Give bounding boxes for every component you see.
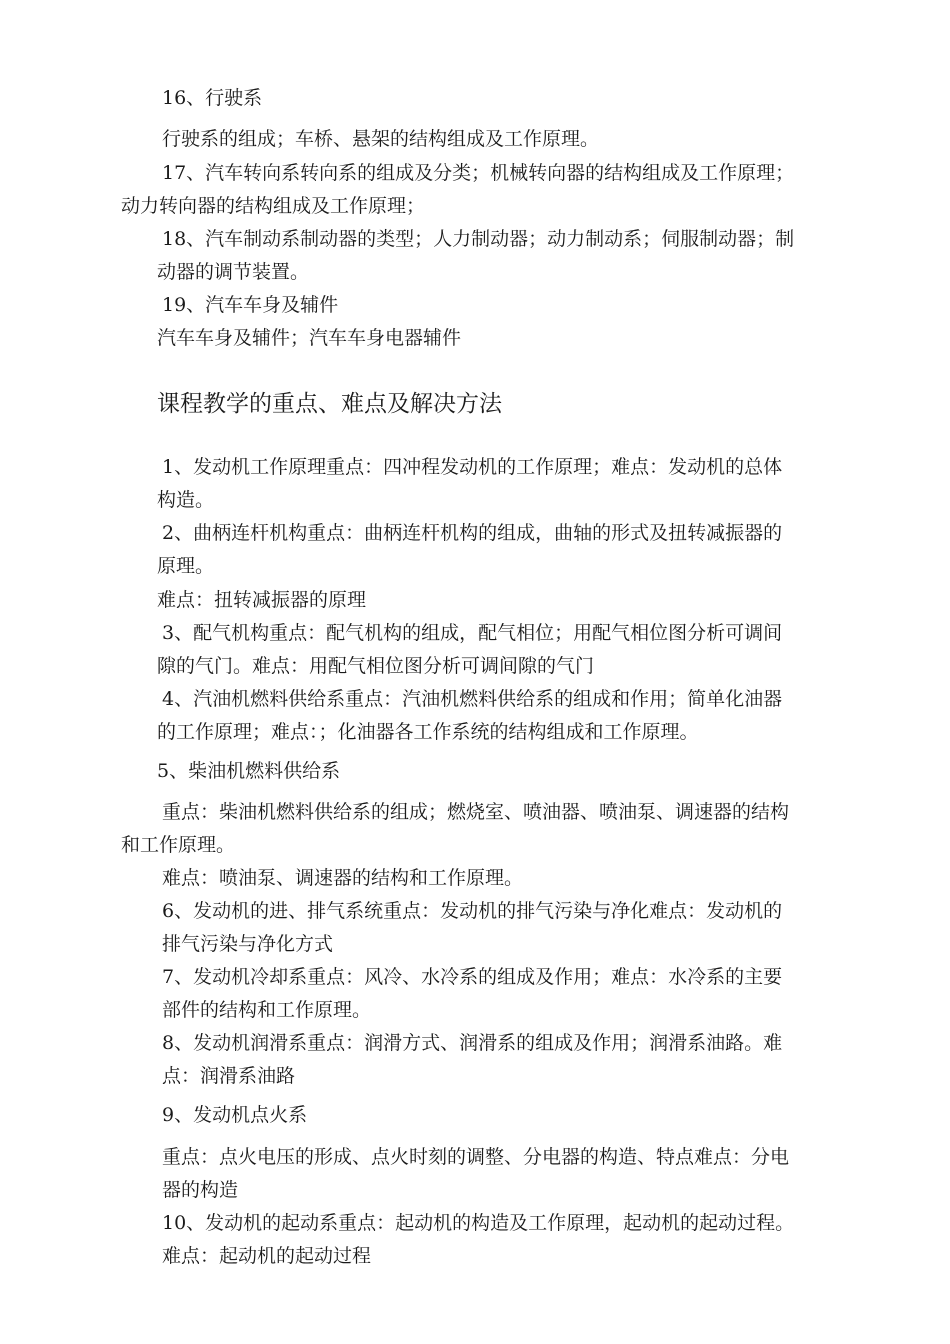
section-18-line-2: 动器的调节装置。	[157, 261, 310, 283]
point-3-line-1: 3、配气机构重点：配气机构的组成，配气相位；用配气相位图分析可调间	[162, 622, 783, 644]
point-4-line-2: 的工作原理；难点：；化油器各工作系统的结构组成和工作原理。	[157, 721, 699, 743]
section-18-line-1: 18、汽车制动系制动器的类型；人力制动器；动力制动系；伺服制动器；制	[162, 228, 795, 250]
point-10-line-1: 10、发动机的起动系重点：起动机的构造及工作原理，起动机的起动过程。	[162, 1212, 795, 1234]
point-5-title: 5、柴油机燃料供给系	[157, 760, 341, 782]
section-16-body: 行驶系的组成；车桥、悬架的结构组成及工作原理。	[162, 128, 600, 150]
point-9-line-1: 重点：点火电压的形成、点火时刻的调整、分电器的构造、特点难点：分电	[162, 1146, 790, 1168]
section-16-title: 16、行驶系	[162, 87, 263, 109]
point-8-line-1: 8、发动机润滑系重点：润滑方式、润滑系的组成及作用；润滑系油路。难	[162, 1032, 783, 1054]
point-1-line-2: 构造。	[157, 489, 215, 511]
section-17-line-1: 17、汽车转向系转向系的组成及分类；机械转向器的结构组成及工作原理；	[162, 162, 795, 184]
point-8-line-2: 点：润滑系油路	[162, 1065, 296, 1087]
point-9-line-2: 器的构造	[162, 1179, 239, 1201]
point-4-line-1: 4、汽油机燃料供给系重点：汽油机燃料供给系的组成和作用；简单化油器	[162, 688, 783, 710]
point-3-line-2: 隙的气门。难点：用配气相位图分析可调间隙的气门	[157, 655, 595, 677]
point-5-line-1: 重点：柴油机燃料供给系的组成；燃烧室、喷油器、喷油泵、调速器的结构	[162, 801, 790, 823]
point-2-line-1: 2、曲柄连杆机构重点：曲柄连杆机构的组成，曲轴的形式及扭转减振器的	[162, 522, 783, 544]
point-1-line-1: 1、发动机工作原理重点：四冲程发动机的工作原理；难点：发动机的总体	[162, 456, 783, 478]
point-5-line-2: 和工作原理。	[121, 834, 236, 856]
section-19-body: 汽车车身及辅件；汽车车身电器辅件	[157, 327, 462, 349]
section-19-title: 19、汽车车身及辅件	[162, 294, 339, 316]
section-heading: 课程教学的重点、难点及解决方法	[157, 391, 502, 417]
point-6-line-2: 排气污染与净化方式	[162, 933, 334, 955]
point-6-line-1: 6、发动机的进、排气系统重点：发动机的排气污染与净化难点：发动机的	[162, 900, 783, 922]
section-17-line-2: 动力转向器的结构组成及工作原理；	[121, 195, 426, 217]
point-5-line-3: 难点：喷油泵、调速器的结构和工作原理。	[162, 867, 524, 889]
point-7-line-1: 7、发动机冷却系重点：风冷、水冷系的组成及作用；难点：水冷系的主要	[162, 966, 783, 988]
point-2-line-2: 原理。	[157, 555, 215, 577]
point-9-title: 9、发动机点火系	[162, 1104, 308, 1126]
point-7-line-2: 部件的结构和工作原理。	[162, 999, 372, 1021]
point-10-line-2: 难点：起动机的起动过程	[162, 1245, 372, 1267]
point-2-line-3: 难点：扭转减振器的原理	[157, 589, 367, 611]
